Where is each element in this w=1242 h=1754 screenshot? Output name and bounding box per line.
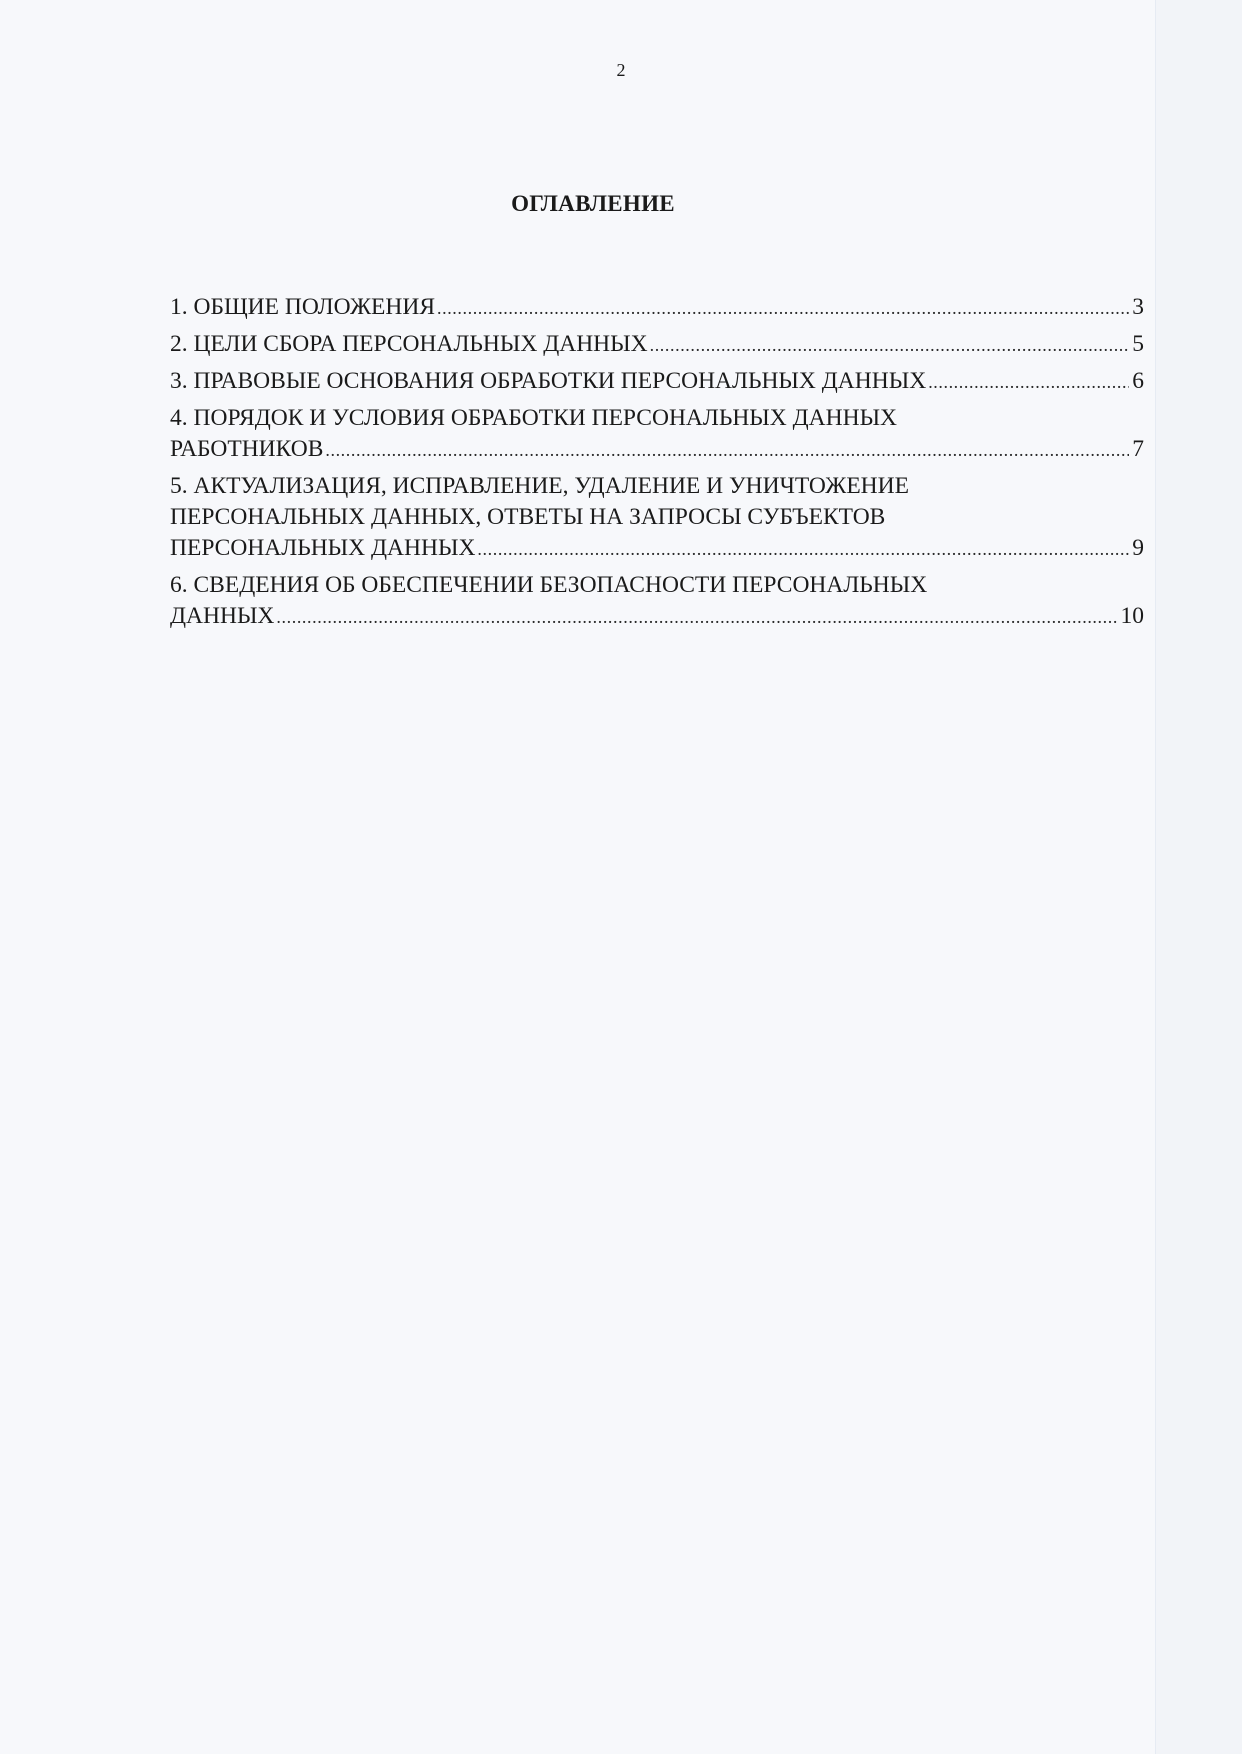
toc-page-number: 5 (1132, 331, 1144, 357)
toc-entry-last-line (170, 292, 1144, 324)
toc-entry-text: 4. ПОРЯДОК И УСЛОВИЯ ОБРАБОТКИ ПЕРСОНАЛЬНЫХ ДАННЫХ (170, 405, 898, 431)
toc-leader-dots (650, 330, 1130, 361)
toc-entry-text: РАБОТНИКОВ (170, 436, 324, 462)
toc-entry-text: ПЕРСОНАЛЬНЫХ ДАННЫХ (170, 535, 476, 561)
toc-entry-text: 3. ПРАВОВЫЕ ОСНОВАНИЯ ОБРАБОТКИ ПЕРСОНАЛЬНЫХ ДАННЫХ (170, 368, 927, 394)
scan-edge-shadow (1155, 0, 1242, 1754)
toc-entry-text: 6. СВЕДЕНИЯ ОБ ОБЕСПЕЧЕНИИ БЕЗОПАСНОСТИ ПЕРСОНАЛЬНЫХ (170, 572, 928, 598)
toc-page-number: 7 (1132, 436, 1144, 462)
page-number: 2 (616, 60, 626, 80)
toc-entry-1[interactable] (170, 292, 1144, 324)
toc-page-number: 10 (1120, 603, 1144, 629)
toc-entry-last-line (170, 434, 1144, 466)
toc-entry-last-line (170, 366, 1144, 398)
toc-entry-6[interactable] (170, 570, 1144, 633)
toc-entry-text: 1. ОБЩИЕ ПОЛОЖЕНИЯ (170, 294, 435, 320)
toc-entry-last-line (170, 329, 1144, 361)
table-of-contents (170, 292, 1144, 633)
toc-entry-last-line (170, 601, 1144, 633)
toc-page-number: 9 (1132, 535, 1144, 561)
toc-page-number: 3 (1132, 294, 1144, 320)
toc-leader-dots (325, 435, 1129, 466)
toc-leader-dots (276, 602, 1117, 633)
toc-page-number: 6 (1132, 368, 1144, 394)
toc-entry-5[interactable] (170, 471, 1144, 565)
toc-leader-dots (437, 293, 1129, 324)
toc-entry-3[interactable] (170, 366, 1144, 398)
toc-leader-dots (928, 367, 1129, 398)
toc-entry-text: 2. ЦЕЛИ СБОРА ПЕРСОНАЛЬНЫХ ДАННЫХ (170, 331, 648, 357)
toc-entry-last-line (170, 533, 1144, 565)
toc-entry-text: ДАННЫХ (170, 603, 275, 629)
toc-entry-4[interactable] (170, 403, 1144, 466)
toc-entry-text: ПЕРСОНАЛЬНЫХ ДАННЫХ, ОТВЕТЫ НА ЗАПРОСЫ СУБЪЕКТОВ (170, 504, 886, 530)
toc-entry-text: 5. АКТУАЛИЗАЦИЯ, ИСПРАВЛЕНИЕ, УДАЛЕНИЕ И УНИЧТОЖЕНИЕ (170, 473, 909, 499)
toc-title: ОГЛАВЛЕНИЕ (511, 191, 675, 216)
toc-leader-dots (477, 534, 1129, 565)
toc-entry-2[interactable] (170, 329, 1144, 361)
